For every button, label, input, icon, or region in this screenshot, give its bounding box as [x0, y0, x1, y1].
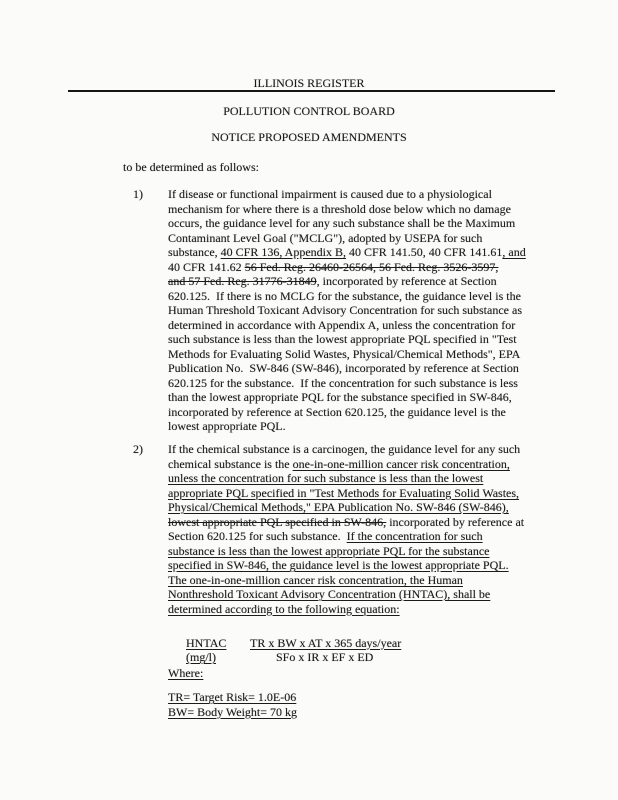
item-number: 1): [133, 187, 143, 201]
text-line: Human Threshold Toxicant Advisory Concentration for such substance as: [168, 303, 522, 317]
text-line: Nonthreshold Toxicant Advisory Concentration (HNTAC), shall be: [168, 587, 491, 601]
amendment-item-2: [133, 442, 568, 616]
text-line: lowest appropriate PQL specified in SW-846, incorporated by reference at: [168, 514, 525, 529]
register-title: ILLINOIS REGISTER: [253, 76, 365, 90]
text-line: Methods for Evaluating Solid Wastes, Physical/Chemical Methods", EPA: [168, 346, 521, 361]
text-line: substance, 40 CFR 136, Appendix B, 40 CFR 141.50, 40 CFR 141.61, and: [168, 245, 526, 259]
item-text: [168, 442, 568, 616]
text-line: chemical substance is the one-in-one-million cancer risk concentration,: [168, 456, 510, 471]
text-line: If disease or functional impairment is caused due to a physiological: [168, 187, 492, 201]
text-line: unless the concentration for such substance is less than the lowest: [168, 471, 484, 485]
equation-label-units: (mg/l): [186, 650, 216, 664]
text-line: 620.125 for the substance. If the concentration for such substance is less: [168, 375, 518, 390]
text-line: and 57 Fed. Reg. 31776-31849, incorporated by reference at Section: [168, 274, 497, 288]
hntac-equation: [168, 621, 402, 664]
definitions-block: [168, 690, 297, 719]
text-line: lowest appropriate PQL.: [168, 419, 286, 433]
text-line: mechanism for where there is a threshold dose below which no damage: [168, 201, 511, 216]
equation-top-row: [168, 621, 402, 650]
text-line: 620.125. If there is no MCLG for the substance, the guidance level is the: [168, 288, 521, 303]
text-line: Publication No. SW-846 (SW-846), incorporated by reference at Section: [168, 361, 519, 375]
equation-label-hntac: HNTAC: [186, 635, 227, 650]
item-number: 2): [133, 442, 143, 456]
text-line: The one-in-one-million cancer risk concentration, the Human: [168, 572, 463, 587]
definition-tr: TR= Target Risk= 1.0E-06: [168, 690, 297, 704]
text-line: 40 CFR 141.62 56 Fed. Reg. 26460-26564, 56 Fed. Reg. 3526-3597,: [168, 259, 499, 274]
text-line: than the lowest appropriate PQL for the substance specified in SW-846,: [168, 390, 512, 404]
item-text: [168, 187, 568, 434]
text-line: Physical/Chemical Methods," EPA Publication No. SW-846 (SW-846),: [168, 500, 509, 514]
header-rule: [68, 90, 555, 92]
definition-bw: BW= Body Weight= 70 kg: [168, 704, 298, 719]
text-line: Section 620.125 for such substance. If the concentration for such: [168, 529, 483, 543]
text-line: appropriate PQL specified in "Test Methods for Evaluating Solid Wastes,: [168, 485, 520, 500]
text-line: If the chemical substance is a carcinogen, the guidance level for any such: [168, 442, 521, 456]
equation-numerator: TR x BW x AT x 365 days/year: [250, 635, 402, 650]
text-line: incorporated by reference at Section 620.125, the guidance level is the: [168, 404, 506, 419]
text-line: such substance is less than the lowest appropriate PQL specified in "Test: [168, 332, 517, 346]
notice-title: NOTICE PROPOSED AMENDMENTS: [211, 130, 407, 144]
text-line: determined in accordance with Appendix A, unless the concentration for: [168, 317, 516, 332]
text-line: substance is less than the lowest appropriate PQL for the substance: [168, 543, 490, 558]
text-line: occurs, the guidance level for any such substance shall be the Maximum: [168, 216, 516, 230]
intro-text: to be determined as follows:: [123, 160, 259, 174]
board-title: POLLUTION CONTROL BOARD: [223, 104, 395, 118]
equation-denominator: SFo x IR x EF x ED: [276, 650, 374, 664]
amendment-item-1: [133, 187, 568, 434]
text-line: determined according to the following equation:: [168, 601, 400, 616]
text-line: Contaminant Level Goal ("MCLG"), adopted by USEPA for such: [168, 230, 483, 245]
where-label: Where:: [168, 666, 204, 680]
text-line: specified in SW-846, the guidance level is the lowest appropriate PQL.: [168, 558, 509, 572]
